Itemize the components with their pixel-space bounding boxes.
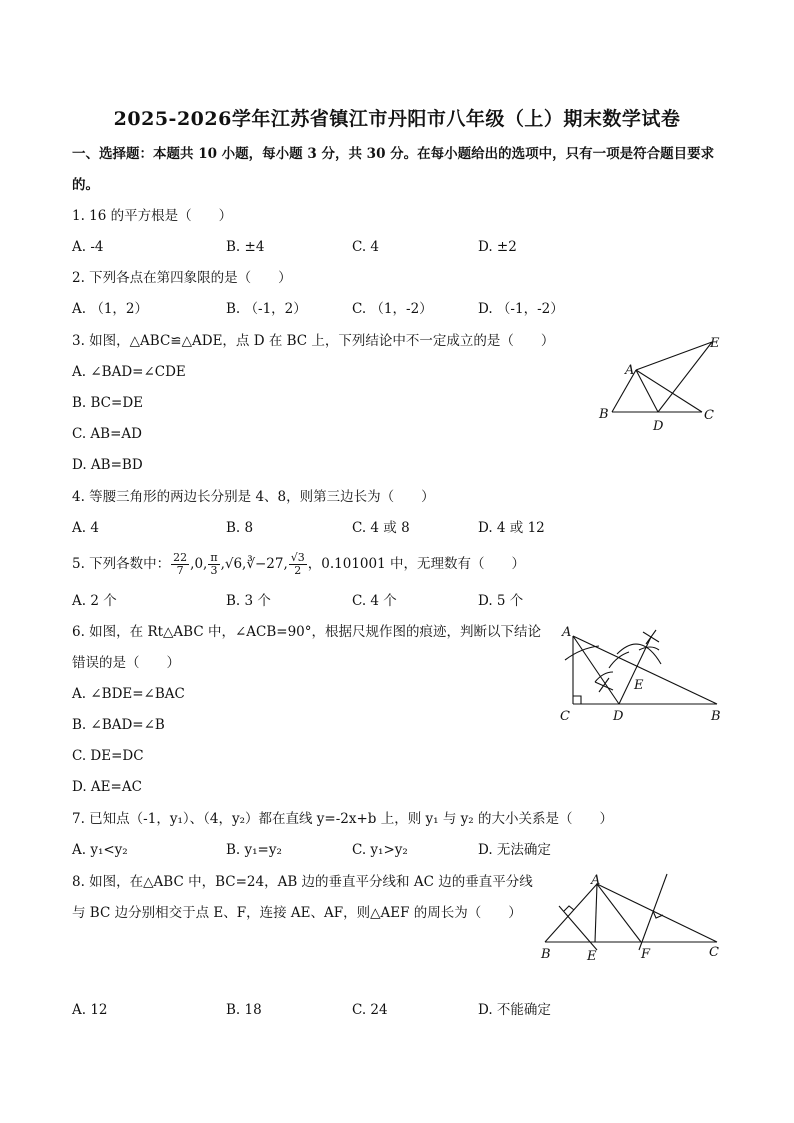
q4-option-c[interactable]: C. 4 或 8 [352,520,410,536]
q6-option-c[interactable]: C. DE=DC [72,748,144,764]
q3-seg-ac [636,370,702,412]
q5-frac1-num: 22 [173,551,188,564]
q8-seg-ac [597,884,717,942]
q2-option-b[interactable]: B. （-1，2） [226,301,307,317]
q8-option-d[interactable]: D. 不能确定 [478,1002,551,1018]
q8-figure [535,870,730,965]
q2-option-a[interactable]: A. （1，2） [72,301,149,317]
q8-label-b: B [541,947,551,962]
q6-figure [555,620,730,730]
q5-fraction-pi-3 [208,552,219,577]
q6-arc-mark3 [595,682,613,690]
q3-stem: 3. 如图，△ABC≌△ADE，点 D 在 BC 上，下列结论中不一定成立的是（ ） [72,333,555,349]
q6-label-c: C [560,709,570,724]
q6-arc-mark2 [646,630,656,644]
q6-option-d[interactable]: D. AE=AC [72,779,142,795]
section-heading-line1: 一、选择题：本题共 10 小题，每小题 3 分，共 30 分。在每小题给出的选项中，只有一项是符合题目要求 [72,146,715,162]
q2-stem: 2. 下列各点在第四象限的是（ ） [72,270,292,286]
q8-stem-line2: 与 BC 边分别相交于点 E、F，连接 AE、AF，则△AEF 的周长为（ ） [72,905,522,921]
q8-right-angle-mark-ab [564,906,574,911]
q5-sep1: ,0, [190,556,208,572]
q8-label-c: C [709,945,719,960]
q1-option-a[interactable]: A. -4 [72,239,104,255]
q6-right-angle-mark [573,696,581,704]
q1-stem: 1. 16 的平方根是（ ） [72,208,233,224]
q1-option-b[interactable]: B. ±4 [226,239,265,255]
q5-frac2-den: 3 [210,564,218,577]
q3-label-b: B [599,407,609,422]
q3-option-c[interactable]: C. AB=AD [72,426,142,442]
q3-label-a: A [625,363,635,378]
q6-stem-line2: 错误的是（ ） [72,655,180,671]
q8-option-b[interactable]: B. 18 [226,1002,262,1018]
q6-label-a: A [562,625,572,640]
q8-option-c[interactable]: C. 24 [352,1002,388,1018]
q4-option-a[interactable]: A. 4 [72,520,99,536]
q3-label-d: D [653,419,664,434]
q5-stem-suffix: ，0.101001 中，无理数有（ ） [307,556,525,572]
q5-option-b[interactable]: B. 3 个 [226,593,271,609]
q8-label-a: A [591,873,601,888]
q2-option-d[interactable]: D. （-1，-2） [478,301,564,317]
q8-option-a[interactable]: A. 12 [72,1002,108,1018]
q2-option-c[interactable]: C. （1，-2） [352,301,433,317]
q6-option-b[interactable]: B. ∠BAD=∠B [72,717,165,733]
q3-figure [590,330,730,440]
q3-seg-ad [636,370,658,412]
q5-option-c[interactable]: C. 4 个 [352,593,397,609]
q8-seg-af [597,884,641,942]
q7-option-a[interactable]: A. y₁<y₂ [72,842,128,858]
q8-stem-line1: 8. 如图，在△ABC 中，BC=24，AB 边的垂直平分线和 AC 边的垂直平分线 [72,874,533,890]
q8-label-e: E [587,949,597,964]
q5-fraction-sqrt3-2 [289,552,307,577]
q8-label-f: F [641,947,651,962]
q3-label-c: C [704,408,714,423]
q5-option-a[interactable]: A. 2 个 [72,593,117,609]
page-title: 2025-2026学年江苏省镇江市丹阳市八年级（上）期末数学试卷 [113,108,681,130]
section-heading-line2: 的。 [72,177,99,193]
q4-option-d[interactable]: D. 4 或 12 [478,520,545,536]
q7-option-d[interactable]: D. 无法确定 [478,842,551,858]
q4-option-b[interactable]: B. 8 [226,520,254,536]
q5-frac3-num: √3 [290,551,305,564]
q5-frac3-den: 2 [294,564,302,577]
q8-seg-ab [545,884,597,942]
q8-seg-ae [595,884,597,942]
q5-frac1-den: 7 [176,564,184,577]
q6-arc-a3 [595,672,613,682]
q3-label-e: E [710,336,720,351]
q6-arc-a1 [565,646,599,660]
q8-perp-bisector-ab [559,906,597,950]
q5-stem-prefix: 5. 下列各数中： [72,556,171,572]
q4-stem: 4. 等腰三角形的两边长分别是 4、8，则第三边长为（ ） [72,489,435,505]
q7-option-b[interactable]: B. y₁=y₂ [226,842,282,858]
q6-label-d: D [613,709,624,724]
q3-option-b[interactable]: B. BC=DE [72,395,143,411]
q5-frac2-num: π [210,551,218,564]
q5-fraction-22-7 [171,552,189,577]
q1-option-d[interactable]: D. ±2 [478,239,517,255]
q6-label-e: E [634,678,644,693]
q3-option-d[interactable]: D. AB=BD [72,457,143,473]
q1-option-c[interactable]: C. 4 [352,239,380,255]
q5-mid: ,√6,∛−27, [220,556,288,572]
q5-option-d[interactable]: D. 5 个 [478,593,524,609]
q5-stem [72,552,525,577]
q7-stem: 7. 已知点（-1，y₁）、（4，y₂）都在直线 y=-2x+b 上，则 y₁ 与 y₂ 的大小关系是（ ） [72,811,613,827]
q3-option-a[interactable]: A. ∠BAD=∠CDE [72,364,186,380]
q6-stem-line1: 6. 如图，在 Rt△ABC 中，∠ACB=90°，根据尺规作图的痕迹，判断以下结论 [72,624,542,640]
q6-label-b: B [711,709,721,724]
q6-option-a[interactable]: A. ∠BDE=∠BAC [72,686,185,702]
q7-option-c[interactable]: C. y₁>y₂ [352,842,408,858]
